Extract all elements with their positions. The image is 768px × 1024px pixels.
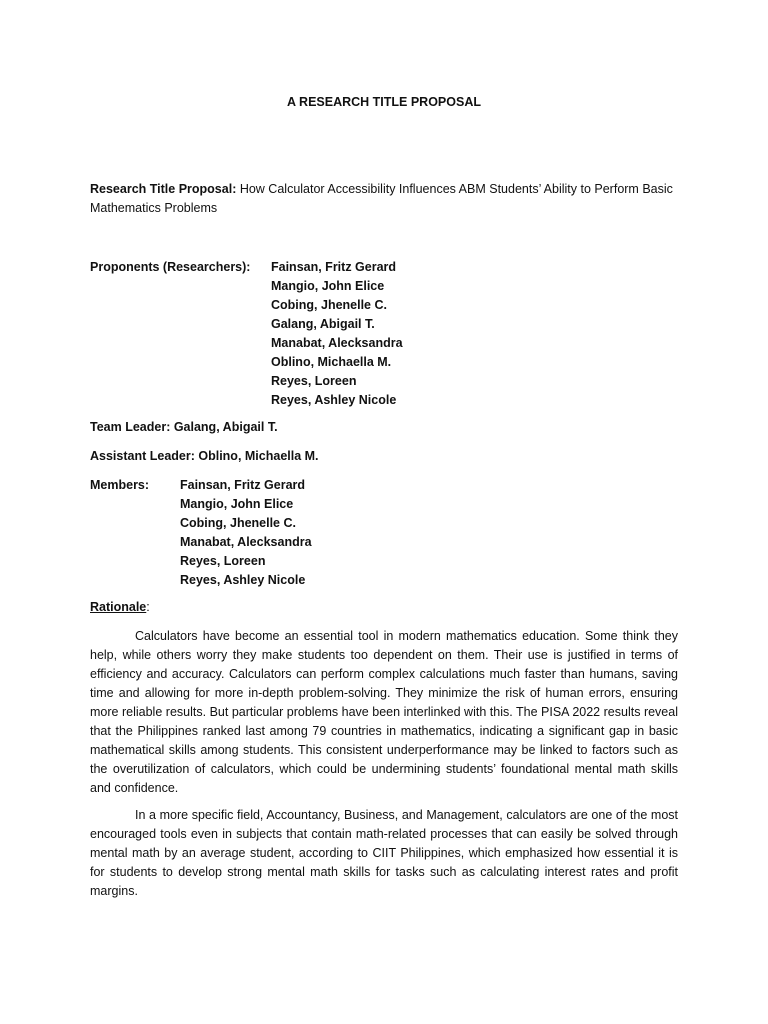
member-name: Fainsan, Fritz Gerard — [180, 478, 306, 492]
member-name: Reyes, Ashley Nicole — [180, 573, 306, 587]
proponent-name: Mangio, John Elice — [271, 279, 385, 293]
member-name: Reyes, Loreen — [180, 554, 266, 568]
proposal-text: How Calculator Accessibility Influences ABM Students’ Ability to Perform Basic Mathematics Problems — [90, 182, 673, 215]
proponents-list — [271, 258, 403, 410]
rationale-paragraph-1: Calculators have become an essential tool in modern mathematics education. Some think they help, while others worry they make students too dependent on them. Their use is justified in terms of efficiency and accuracy. Calculators can perform complex calculations much faster than humans, saving time and allowing for more in-depth problem-solving. They minimize the risk of human errors, ensuring more reliable results. But particular problems have been interlinked with this. The PISA 2022 results reveal that the Philippines ranked last among 79 countries in mathematics, indicating a significant gap in basic mathematical skills among students. This consistent underperformance may be linked to factors such as the overutilization of calculators, which could be undermining students’ foundational mental math skills and confidence. — [90, 629, 678, 795]
proponent-name: Oblino, Michaella M. — [271, 355, 392, 369]
member-name: Mangio, John Elice — [180, 497, 294, 511]
document-title: A RESEARCH TITLE PROPOSAL — [287, 95, 481, 109]
proponent-name: Galang, Abigail T. — [271, 317, 375, 331]
proponent-name: Manabat, Alecksandra — [271, 336, 403, 350]
members-list — [180, 476, 312, 590]
rationale-paragraph-2: In a more specific field, Accountancy, Business, and Management, calculators are one of the most encouraged tools even in subjects that contain math-related processes that can easily be solved through mental math by an average student, according to CIIT Philippines, which emphasized how essential it is for students to develop strong mental math skills for tasks such as calculating interest rates and profit margins. — [90, 808, 678, 898]
assistant-leader: Assistant Leader: Oblino, Michaella M. — [90, 449, 319, 463]
members-label: Members: — [90, 478, 150, 492]
proponent-name: Fainsan, Fritz Gerard — [271, 260, 397, 274]
member-name: Manabat, Alecksandra — [180, 535, 312, 549]
rationale-heading-colon: : — [146, 600, 150, 614]
member-name: Cobing, Jhenelle C. — [180, 516, 296, 530]
proponent-name: Cobing, Jhenelle C. — [271, 298, 387, 312]
proposal-label: Research Title Proposal: — [90, 182, 237, 196]
rationale-heading — [90, 598, 678, 617]
proponent-name: Reyes, Ashley Nicole — [271, 393, 397, 407]
rationale-heading-text: Rationale — [90, 600, 147, 614]
team-leader: Team Leader: Galang, Abigail T. — [90, 420, 278, 434]
research-title-proposal — [90, 180, 678, 218]
proponents-label: Proponents (Researchers): — [90, 260, 251, 274]
proponent-name: Reyes, Loreen — [271, 374, 357, 388]
